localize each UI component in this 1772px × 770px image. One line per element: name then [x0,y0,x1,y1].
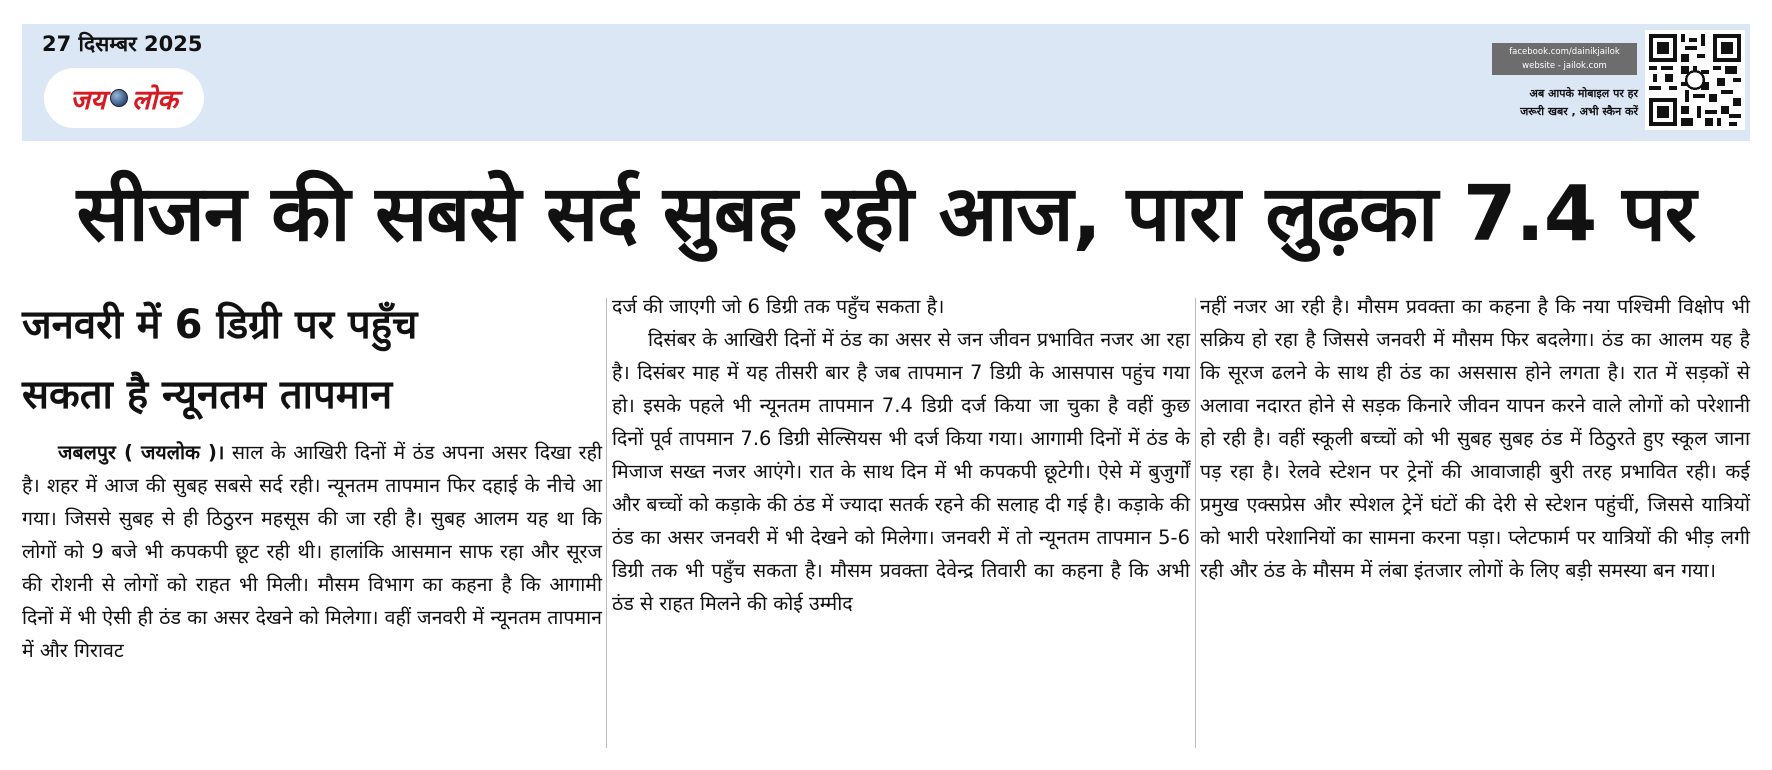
issue-date: 27 दिसम्बर 2025 [42,32,203,56]
article-paragraph-2: दिसंबर के आखिरी दिनों में ठंड का असर से जन जीवन प्रभावित नजर आ रहा है। दिसंबर माह में यह तीसरी बार है जब तापमान 7 डिग्री के आसपास पहुंच गया हो। इसके पहले भी न्यूनतम तापमान 7.4 डिग्री दर्ज किया जा चुका है वहीं कुछ दिनों पूर्व तापमान 7.6 डिग्री सेल्सियस भी दर्ज किया गया। आगामी दिनों में ठंड के मिजाज सख्त नजर आएंगे। रात के साथ दिन में भी कपकपी छूटेगी। ऐसे में बुजुर्गों और बच्चों को कड़ाके की ठंड में ज्यादा सतर्क रहने की सलाह दी गई है। कड़ाके की ठंड का असर जनवरी में भी देखने को मिलेगा। जनवरी में तो न्यूनतम तापमान 5-6 डिग्री तक भी पहुँच सकता है। मौसम प्रवक्ता देवेन्द्र तिवारी का कहना है कि अभी ठंड से राहत मिलने की कोई उम्मीद [612,328,1190,615]
logo-word-right: लोक [131,84,178,116]
paragraph-2-continued: नहीं नजर आ रही है। मौसम प्रवक्ता का कहना है कि नया पश्चिमी विक्षोप भी सक्रिय हो रहा है जिससे जनवरी में मौसम फिर बदलेगा। ठंड का आलम यह है कि सूरज ढलने के साथ ही ठंड का अससास होने लगता है। रात में सड़कों से अलावा नदारत होने से सड़क किनारे जीवन यापन करने वाले लोगों को परेशानी हो रही है। वहीं स्कूली बच्चों को भी सुबह सुबह ठंड में ठिठुरते हुए स्कूल जाना पड़ रहा है। रेलवे स्टेशन पर ट्रेनों की आवाजाही बुरी तरह प्रभावित रही। कई प्रमुख एक्सप्रेस और स्पेशल ट्रेनें घंटों की देरी से स्टेशन पहुंचीं, जिससे यात्रियों को भारी परेशानियों का सामना करना पड़ा। प्लेटफार्म पर यात्रियों की भीड़ लगी रही और ठंड के मौसम में लंबा इंतजार लोगों के लिए बड़ी समस्या बन गया। [1200,295,1750,582]
article-column-3 [1200,290,1750,587]
scan-prompt [1470,85,1638,121]
subheadline-line1: जनवरी में 6 डिग्री पर पहुँच [22,302,418,348]
website-link[interactable]: website - jailok.com [1522,61,1607,71]
scan-prompt-line1: अब आपके मोबाइल पर हर [1529,87,1638,100]
article-column-2 [612,290,1190,620]
logo-word-left: जय [70,84,106,116]
article-column-1 [22,436,602,667]
paragraph-1-continued: दर्ज की जाएगी जो 6 डिग्री तक पहुँच सकता है। [612,295,945,318]
article-subheadline [22,290,592,430]
subheadline-line2: सकता है न्यूनतम तापमान [22,372,393,418]
column-divider-2 [1195,298,1196,748]
jailok-logo [44,68,204,128]
column-divider-1 [606,298,607,748]
web-links-box [1492,43,1637,75]
facebook-link[interactable]: facebook.com/dainikjailok [1509,47,1620,57]
masthead-band [22,24,1750,141]
article-paragraph-1 [22,436,602,667]
globe-icon [110,89,128,107]
article-headline: सीजन की सबसे सर्द सुबह रही आज, पारा लुढ़का 7.4 पर [76,170,1696,259]
article-dateline: जबलपुर ( जयलोक )। [58,441,225,464]
scan-prompt-line2: जरूरी खबर , अभी स्कैन करें [1520,105,1638,118]
qr-code-icon[interactable] [1645,30,1745,130]
paragraph-1-text: साल के आखिरी दिनों में ठंड अपना असर दिखा रही है। शहर में आज की सुबह सबसे सर्द रही। न्यूनतम तापमान फिर दहाई के नीचे आ गया। जिससे सुबह से ही ठिठुरन महसूस की जा रही है। सुबह आलम यह था कि लोगों को 9 बजे भी कपकपी छूट रही थी। हालांकि आसमान साफ रहा और सूरज की रोशनी से लोगों को राहत भी मिली। मौसम विभाग का कहना है कि आगामी दिनों में भी ऐसी ही ठंड का असर देखने को मिलेगा। वहीं जनवरी में न्यूनतम तापमान में और गिरावट [22,441,603,662]
